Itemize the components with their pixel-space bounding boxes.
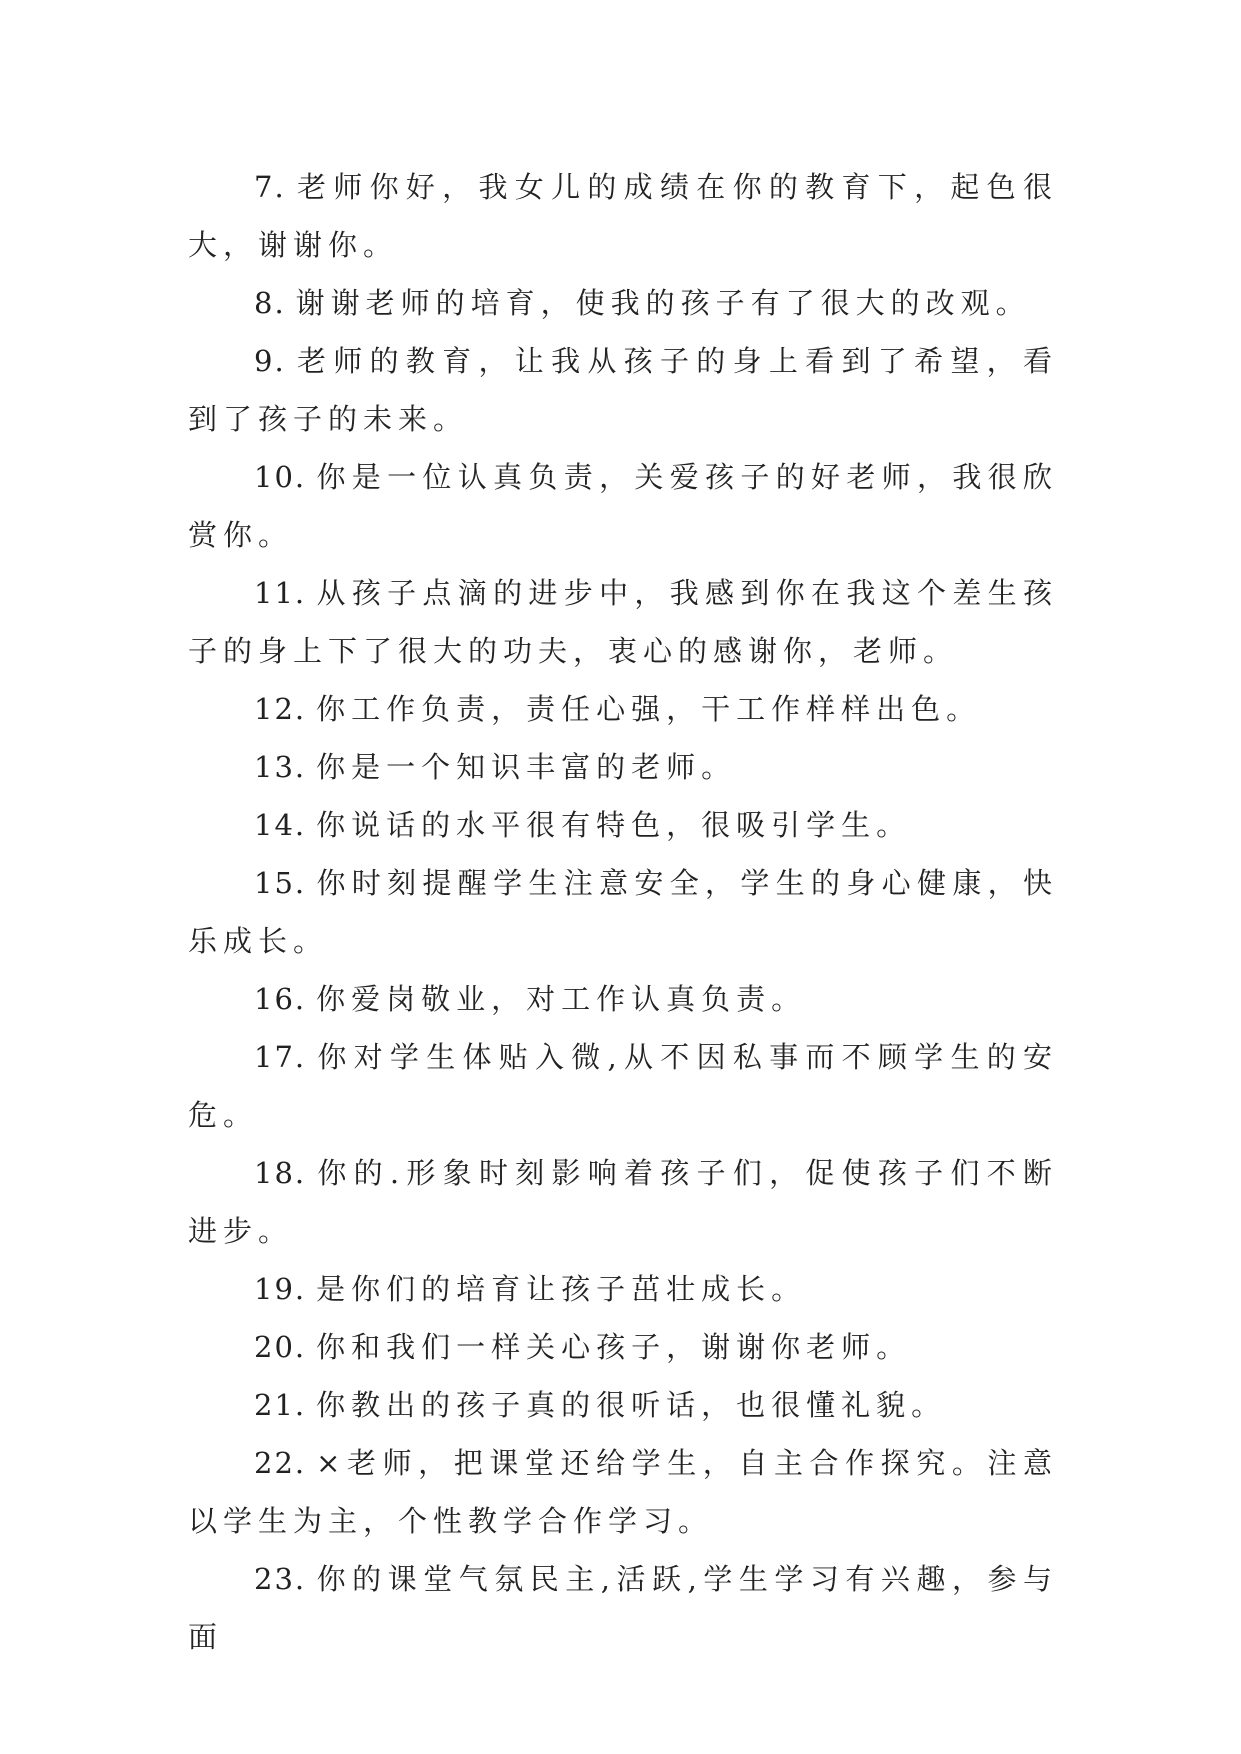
item-number: 7. [254,170,286,204]
item-number: 22. [254,1446,307,1480]
item-number: 11. [254,576,307,610]
item-text: 你和我们一样关心孩子，谢谢你老师。 [316,1330,912,1364]
item-number: 19. [254,1272,307,1306]
list-item [188,448,1058,564]
item-text: 老师的教育，让我从孩子的身上看到了希望，看到了孩子的未来。 [188,344,1058,436]
list-item [188,1028,1058,1144]
item-text: 是你们的培育让孩子茁壮成长。 [316,1272,807,1306]
item-text: 你时刻提醒学生注意安全，学生的身心健康，快乐成长。 [188,866,1058,958]
item-text: 你教出的孩子真的很听话，也很懂礼貌。 [316,1388,947,1422]
list-item [188,1434,1058,1550]
item-text: 你说话的水平很有特色，很吸引学生。 [316,808,912,842]
list-item [188,1144,1058,1260]
item-text: 你爱岗敬业，对工作认真负责。 [316,982,807,1016]
item-number: 20. [254,1330,307,1364]
item-number: 9. [254,344,286,378]
item-number: 23. [254,1562,307,1596]
item-number: 12. [254,692,307,726]
list-item [188,1260,1058,1318]
item-text: 你是一位认真负责，关爱孩子的好老师，我很欣赏你。 [188,460,1058,552]
item-text: 谢谢老师的培育，使我的孩子有了很大的改观。 [295,286,1031,320]
item-text: 老师你好，我女儿的成绩在你的教育下，起色很大，谢谢你。 [188,170,1058,262]
item-number: 10. [254,460,307,494]
item-number: 21. [254,1388,307,1422]
item-number: 15. [254,866,307,900]
list-item [188,1318,1058,1376]
item-number: 14. [254,808,307,842]
item-number: 17. [254,1040,307,1074]
item-text: 你对学生体贴入微,从不因私事而不顾学生的安危。 [188,1040,1058,1132]
list-item [188,854,1058,970]
item-text: 你是一个知识丰富的老师。 [316,750,737,784]
list-item [188,796,1058,854]
item-number: 18. [254,1156,307,1190]
item-text: 从孩子点滴的进步中，我感到你在我这个差生孩子的身上下了很大的功夫，衷心的感谢你，老师。 [188,576,1058,668]
item-number: 16. [254,982,307,1016]
document-body [188,158,1058,1666]
item-number: 13. [254,750,307,784]
item-text: 你工作负责，责任心强，干工作样样出色。 [316,692,982,726]
list-item [188,1376,1058,1434]
list-item [188,332,1058,448]
list-item [188,970,1058,1028]
list-item [188,564,1058,680]
list-item [188,274,1058,332]
list-item [188,158,1058,274]
item-text: 你的课堂气氛民主,活跃,学生学习有兴趣，参与面 [188,1562,1058,1654]
list-item [188,738,1058,796]
item-number: 8. [254,286,286,320]
list-item [188,680,1058,738]
item-text: ×老师，把课堂还给学生，自主合作探究。注意以学生为主，个性教学合作学习。 [188,1446,1058,1538]
item-text: 你的.形象时刻影响着孩子们，促使孩子们不断进步。 [188,1156,1058,1248]
list-item [188,1550,1058,1666]
